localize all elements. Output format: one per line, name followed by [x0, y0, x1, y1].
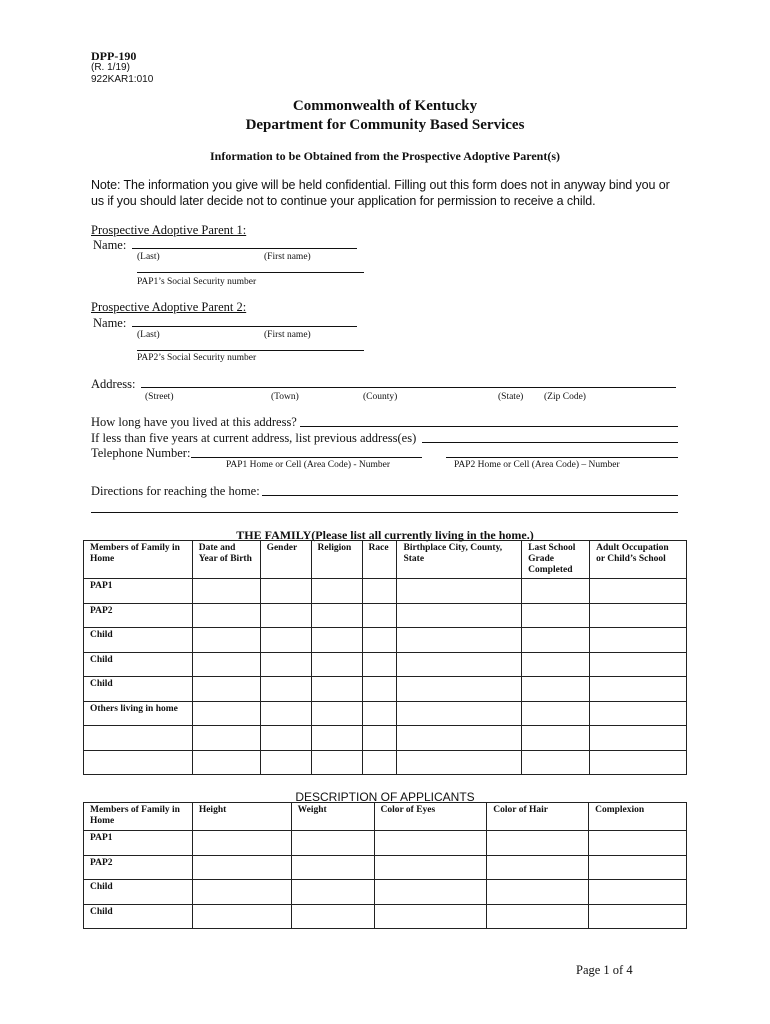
family-input-cell[interactable] — [311, 750, 362, 775]
family-input-cell[interactable] — [311, 677, 362, 702]
pap1-heading: Prospective Adoptive Parent 1: — [91, 223, 247, 237]
family-header-cell: Last School Grade Completed — [522, 541, 590, 579]
family-input-cell[interactable] — [260, 652, 311, 677]
pap1-phone-field[interactable] — [191, 457, 422, 458]
regulation-code: 922KAR1:010 — [91, 74, 154, 85]
family-input-cell[interactable] — [260, 726, 311, 751]
family-row-label: PAP1 — [84, 579, 193, 604]
family-input-cell[interactable] — [192, 701, 260, 726]
family-input-cell[interactable] — [590, 628, 687, 653]
description-header-cell: Color of Hair — [487, 803, 589, 831]
form-subtitle: Information to be Obtained from the Prospective Adoptive Parent(s) — [210, 149, 560, 163]
pap2-phone-field[interactable] — [446, 457, 678, 458]
table-row — [84, 652, 687, 677]
family-input-cell[interactable] — [260, 579, 311, 604]
address-label: Address: — [91, 377, 136, 391]
description-header-cell: Members of Family in Home — [84, 803, 193, 831]
family-input-cell[interactable] — [192, 603, 260, 628]
description-header-cell: Height — [192, 803, 291, 831]
previous-address-label: If less than five years at current address, list previous address(es) — [91, 431, 417, 445]
family-input-cell[interactable] — [192, 652, 260, 677]
pap2-name-label: Name: — [93, 316, 127, 330]
description-header-row — [84, 803, 687, 831]
family-input-cell[interactable] — [260, 701, 311, 726]
family-row-label: Child — [84, 652, 193, 677]
family-header-cell: Members of Family in Home — [84, 541, 193, 579]
family-header-cell: Gender — [260, 541, 311, 579]
description-input-cell[interactable] — [374, 880, 487, 905]
family-input-cell[interactable] — [260, 677, 311, 702]
pap2-last-caption: (Last) — [137, 330, 160, 340]
pap2-ssn-caption: PAP2’s Social Security number — [137, 353, 257, 363]
description-input-cell[interactable] — [487, 904, 589, 929]
county-caption: (County) — [363, 392, 398, 402]
table-row — [84, 726, 687, 751]
family-header-cell: Religion — [311, 541, 362, 579]
family-input-cell[interactable] — [311, 603, 362, 628]
family-input-cell[interactable] — [362, 677, 397, 702]
description-input-cell[interactable] — [374, 855, 487, 880]
family-input-cell[interactable] — [362, 579, 397, 604]
family-input-cell[interactable] — [522, 579, 590, 604]
family-input-cell[interactable] — [590, 701, 687, 726]
description-header-cell: Weight — [291, 803, 374, 831]
title-department: Department for Community Based Services — [245, 117, 525, 133]
family-header-cell: Adult Occupation or Child’s School — [590, 541, 687, 579]
family-header-row — [84, 541, 687, 579]
pap1-first-caption: (First name) — [264, 252, 311, 262]
family-input-cell[interactable] — [522, 750, 590, 775]
table-row — [84, 904, 687, 929]
description-input-cell[interactable] — [589, 904, 687, 929]
description-input-cell[interactable] — [589, 831, 687, 856]
pap2-ssn-field[interactable] — [137, 350, 364, 351]
description-input-cell[interactable] — [589, 880, 687, 905]
description-input-cell[interactable] — [192, 904, 291, 929]
family-row-label — [84, 750, 193, 775]
family-input-cell[interactable] — [590, 603, 687, 628]
family-input-cell[interactable] — [362, 628, 397, 653]
description-input-cell[interactable] — [589, 855, 687, 880]
family-input-cell[interactable] — [397, 652, 522, 677]
family-input-cell[interactable] — [590, 677, 687, 702]
description-input-cell[interactable] — [487, 831, 589, 856]
street-caption: (Street) — [145, 392, 174, 402]
family-input-cell[interactable] — [192, 579, 260, 604]
family-row-label: Child — [84, 628, 193, 653]
family-input-cell[interactable] — [522, 701, 590, 726]
family-table-title: THE FAMILY(Please list all currently living in the home.) — [236, 528, 534, 542]
pap2-heading: Prospective Adoptive Parent 2: — [91, 300, 247, 314]
form-revision: (R. 1/19) — [91, 62, 130, 73]
family-input-cell[interactable] — [311, 652, 362, 677]
family-input-cell[interactable] — [192, 750, 260, 775]
family-input-cell[interactable] — [192, 726, 260, 751]
description-input-cell[interactable] — [487, 880, 589, 905]
confidential-note: Note: The information you give will be held confidential. Filling out this form does not in anyway bind you or us if you should later decide not to continue your application for permission to receive a child. — [91, 178, 670, 208]
form-code: DPP-190 — [91, 49, 137, 63]
family-input-cell[interactable] — [522, 726, 590, 751]
family-header-cell: Race — [362, 541, 397, 579]
description-input-cell[interactable] — [374, 904, 487, 929]
table-row — [84, 750, 687, 775]
family-input-cell[interactable] — [522, 677, 590, 702]
zip-caption: (Zip Code) — [544, 392, 586, 402]
description-input-cell[interactable] — [291, 904, 374, 929]
family-header-cell: Birthplace City, County, State — [397, 541, 522, 579]
family-table — [83, 540, 687, 775]
family-input-cell[interactable] — [311, 579, 362, 604]
directions-field-2[interactable] — [91, 512, 678, 513]
family-input-cell[interactable] — [362, 750, 397, 775]
table-row — [84, 880, 687, 905]
description-input-cell[interactable] — [291, 880, 374, 905]
family-row-label: Others living in home — [84, 701, 193, 726]
directions-label: Directions for reaching the home: — [91, 484, 260, 498]
pap1-name-label: Name: — [93, 238, 127, 252]
description-row-label: Child — [84, 904, 193, 929]
family-input-cell[interactable] — [311, 628, 362, 653]
family-input-cell[interactable] — [590, 652, 687, 677]
table-row — [84, 831, 687, 856]
family-input-cell[interactable] — [590, 726, 687, 751]
family-input-cell[interactable] — [522, 652, 590, 677]
town-caption: (Town) — [271, 392, 299, 402]
family-input-cell[interactable] — [260, 603, 311, 628]
family-row-label — [84, 726, 193, 751]
family-input-cell[interactable] — [397, 701, 522, 726]
family-input-cell[interactable] — [397, 579, 522, 604]
pap1-ssn-caption: PAP1’s Social Security number — [137, 277, 257, 287]
how-long-label: How long have you lived at this address? — [91, 415, 297, 429]
table-row — [84, 628, 687, 653]
family-input-cell[interactable] — [311, 701, 362, 726]
description-input-cell[interactable] — [487, 855, 589, 880]
family-input-cell[interactable] — [522, 628, 590, 653]
description-header-cell: Complexion — [589, 803, 687, 831]
family-input-cell[interactable] — [362, 726, 397, 751]
pap2-name-field[interactable] — [132, 326, 357, 327]
pap2-first-caption: (First name) — [264, 330, 311, 340]
description-input-cell[interactable] — [192, 831, 291, 856]
description-row-label: PAP1 — [84, 831, 193, 856]
description-input-cell[interactable] — [192, 880, 291, 905]
family-input-cell[interactable] — [397, 628, 522, 653]
family-input-cell[interactable] — [192, 677, 260, 702]
pap1-last-caption: (Last) — [137, 252, 160, 262]
table-row — [84, 603, 687, 628]
family-header-cell: Date and Year of Birth — [192, 541, 260, 579]
family-input-cell[interactable] — [590, 750, 687, 775]
state-caption: (State) — [498, 392, 524, 402]
title-commonwealth: Commonwealth of Kentucky — [292, 98, 478, 114]
pap1-phone-caption: PAP1 Home or Cell (Area Code) - Number — [226, 460, 391, 470]
family-row-label: Child — [84, 677, 193, 702]
description-input-cell[interactable] — [291, 855, 374, 880]
table-row — [84, 677, 687, 702]
page-number: Page 1 of 4 — [576, 963, 633, 977]
family-input-cell[interactable] — [362, 701, 397, 726]
family-input-cell[interactable] — [397, 750, 522, 775]
family-input-cell[interactable] — [192, 628, 260, 653]
pap1-name-field[interactable] — [132, 248, 357, 249]
family-input-cell[interactable] — [260, 750, 311, 775]
family-input-cell[interactable] — [362, 652, 397, 677]
family-input-cell[interactable] — [397, 726, 522, 751]
family-input-cell[interactable] — [362, 603, 397, 628]
pap2-phone-caption: PAP2 Home or Cell (Area Code) – Number — [454, 460, 620, 470]
description-input-cell[interactable] — [192, 855, 291, 880]
table-row — [84, 855, 687, 880]
previous-address-field[interactable] — [422, 442, 678, 443]
family-input-cell[interactable] — [397, 603, 522, 628]
description-header-cell: Color of Eyes — [374, 803, 487, 831]
address-field[interactable] — [141, 387, 676, 388]
family-input-cell[interactable] — [397, 677, 522, 702]
family-input-cell[interactable] — [311, 726, 362, 751]
table-row — [84, 579, 687, 604]
family-input-cell[interactable] — [590, 579, 687, 604]
family-input-cell[interactable] — [522, 603, 590, 628]
description-input-cell[interactable] — [291, 831, 374, 856]
description-row-label: PAP2 — [84, 855, 193, 880]
telephone-label: Telephone Number: — [91, 446, 191, 460]
description-row-label: Child — [84, 880, 193, 905]
description-input-cell[interactable] — [374, 831, 487, 856]
family-input-cell[interactable] — [260, 628, 311, 653]
pap1-ssn-field[interactable] — [137, 272, 364, 273]
how-long-field[interactable] — [300, 426, 678, 427]
family-row-label: PAP2 — [84, 603, 193, 628]
description-table-title: DESCRIPTION OF APPLICANTS — [295, 790, 475, 804]
description-table — [83, 802, 687, 929]
directions-field-1[interactable] — [262, 495, 678, 496]
table-row — [84, 701, 687, 726]
